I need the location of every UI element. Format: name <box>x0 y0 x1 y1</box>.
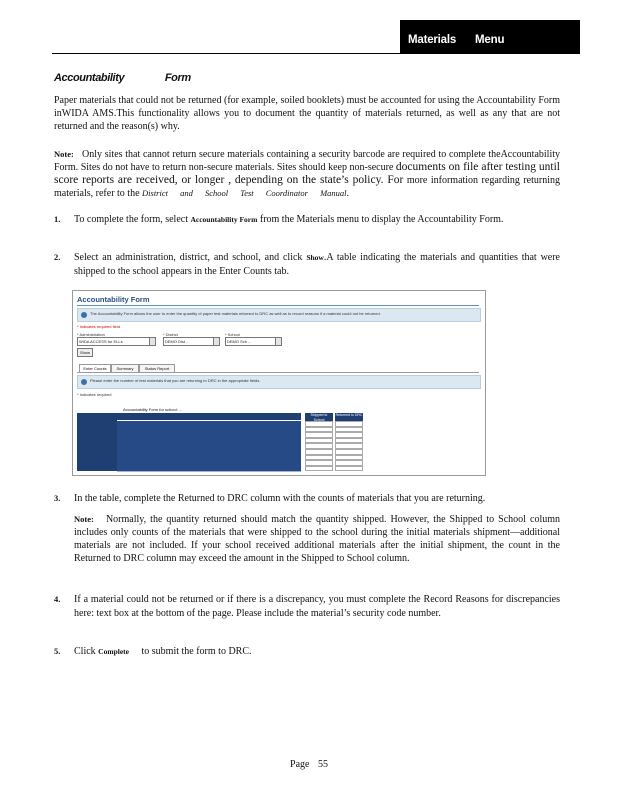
screenshot-info-banner <box>77 308 481 322</box>
note-2-text: Normally, the quantity returned should match the quantity shipped. However, the Shipped to School column includes only counts of the materials that were shipped to the school during the initial materials shipment—additional materials are not included. If your school received additional materials after the initial shipment, the count in the Returned to DRC column may exceed the amount in the Shipped to School column. <box>74 514 560 564</box>
shipped-count-cell <box>305 466 333 472</box>
screenshot-title-rule <box>77 305 479 306</box>
step-text: If a material could not be returned or if there is a discrepancy, you must complete the Record Reasons for discrepancies here: text box at the bottom of the page. Please include the material’s security code number. <box>74 594 560 619</box>
header-bar <box>400 20 580 54</box>
school-select[interactable] <box>225 337 282 346</box>
intro-paragraph: Paper materials that could not be returned (for example, soiled booklets) must be accounted for using the Accountability Form inWIDA AMS.This functionality allows you to document the quantity of materials returned, as well as any that are not returned and the reason(s) why. <box>54 95 560 132</box>
info-icon <box>81 379 87 385</box>
note-text-2: documents on file after testing until score reports are received, or longer , depending on the state’s policy. For <box>54 161 560 186</box>
screenshot-small-note: * Indicates required <box>77 392 112 397</box>
header-rule <box>52 53 580 54</box>
screenshot-label-district: * District <box>163 332 178 337</box>
step-number: 3. <box>54 493 61 503</box>
screenshot-label-administration: * Administration <box>77 332 105 337</box>
step-1 <box>54 213 560 227</box>
note-text-3: more information regarding returning materials, refer to the <box>54 175 561 199</box>
step-2 <box>54 251 560 278</box>
step-text: .A table indicating the materials and quantities that were shipped to the school appears in the Enter Counts tab. <box>74 252 560 277</box>
administration-value: WIDA ACCESS for ELLs <box>79 339 123 344</box>
step-number: 1. <box>54 214 61 224</box>
school-value: DEMO Sch ... <box>227 339 252 344</box>
table-header <box>117 413 301 420</box>
tab-summary[interactable]: Summary <box>111 364 139 372</box>
screenshot-info-text: The Accountability Form allows the user to enter the quantity of paper test materials returned to DRC as well as to record reasons if a material could not be returned. <box>90 311 381 316</box>
screenshot-table-caption: Accountability Form for school: ... <box>123 407 183 412</box>
section-title: Accountability Form <box>54 72 191 84</box>
step-5 <box>54 645 560 659</box>
step-text: Select an administration, district, and school, and click <box>74 252 303 263</box>
tab-divider <box>77 372 479 373</box>
counts-table <box>77 413 431 471</box>
step-text: In the table, complete the Returned to DRC column with the counts of materials that you are returning. <box>74 493 486 504</box>
step-3 <box>54 492 560 506</box>
column-header-returned: Returned to DRC <box>335 413 363 422</box>
step-number: 2. <box>54 252 61 262</box>
accountability-form-screenshot <box>72 290 486 476</box>
chevron-down-icon <box>275 338 281 345</box>
note-end: . <box>346 188 350 199</box>
note-2-paragraph <box>74 513 560 565</box>
chevron-down-icon <box>213 338 219 345</box>
step-keyword: Accountability Form <box>190 215 258 224</box>
note-label: Note: <box>54 149 74 159</box>
step-number: 5. <box>54 646 61 656</box>
manual-reference: District and School Test Coordinator Manual <box>142 188 347 198</box>
administration-select[interactable] <box>77 337 156 346</box>
page-number: Page 55 <box>290 759 328 770</box>
chevron-down-icon <box>149 338 155 345</box>
note-2-label: Note: <box>74 514 94 524</box>
step-number: 4. <box>54 594 61 604</box>
step-text: To complete the form, select <box>74 214 188 225</box>
screenshot-info2-text: Please enter the number of test materials that you are returning to DRC in the appropriate fields. <box>90 378 261 383</box>
tab-enter-counts[interactable]: Enter Counts <box>79 364 111 372</box>
screenshot-title: Accountability Form <box>77 295 150 304</box>
step-text: to submit the form to DRC. <box>141 646 252 657</box>
info-icon <box>81 312 87 318</box>
tab-status-report[interactable]: Status Report <box>139 364 175 372</box>
step-text: from the Materials menu to display the Accountability Form. <box>259 214 504 225</box>
step-keyword: Show <box>306 253 324 262</box>
table-category-column <box>77 413 117 471</box>
note-paragraph <box>54 148 560 200</box>
screenshot-info-banner-2 <box>77 375 481 389</box>
step-keyword: Complete <box>98 647 129 656</box>
step-text: Click <box>74 646 96 657</box>
district-select[interactable] <box>163 337 220 346</box>
table-row <box>117 466 301 473</box>
screenshot-label-school: * School <box>225 332 240 337</box>
column-header-shipped: Shipped to School <box>305 413 333 422</box>
returned-count-input[interactable] <box>335 466 363 472</box>
screenshot-required-note: * Indicates required field <box>77 324 120 329</box>
show-button[interactable]: Show <box>77 348 93 357</box>
district-value: DEMO Dist ... <box>165 339 190 344</box>
note-text-1: Only sites that cannot return secure materials containing a security barcode are required to complete theAccountability Form. Sites do not have to return non-secure materials. Sites should keep non-secure <box>54 149 560 173</box>
header-title: Materials Menu <box>408 34 505 46</box>
step-4 <box>54 593 560 620</box>
